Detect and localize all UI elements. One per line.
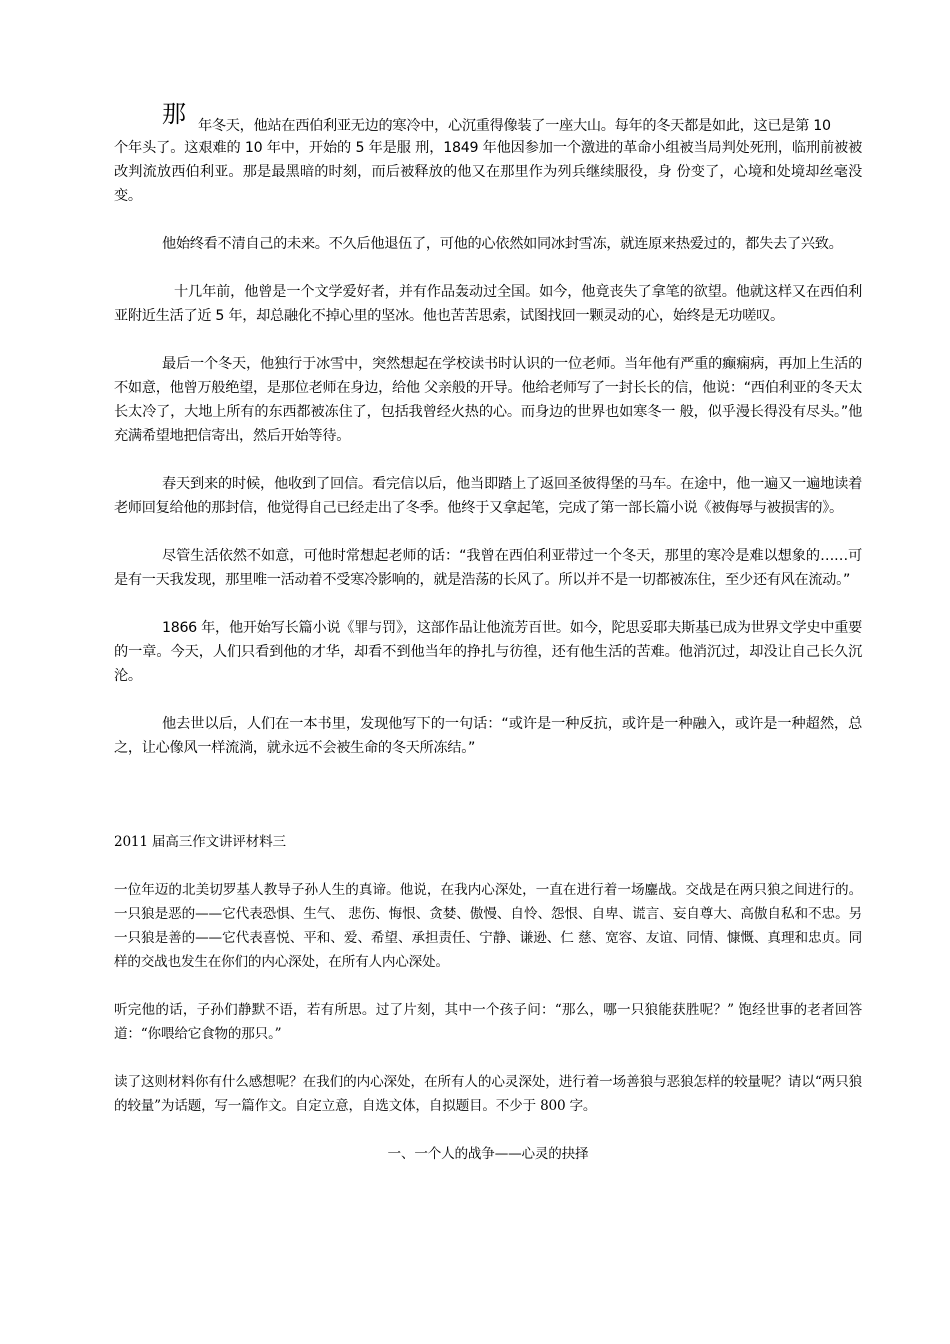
essay-section bbox=[114, 830, 862, 1190]
essay-title: 2011 届高三作文讲评材料三 bbox=[114, 834, 286, 850]
essay-paragraph: 一位年迈的北美切罗基人教导子孙人生的真谛。他说，在我内心深处，一直在进行着一场鏖战。交战是在两只狼之间进行的。一只狼是恶的——它代表恐惧、生气、 悲伤、悔恨、贪婪、傲慢、自怜、怨恨、自卑、谎言、妄自尊大、高傲自私和不忠。另一只狼是善的——它代表喜悦、平和、爱、希望、承担责任、宁静、谦逊、仁 慈、宽容、友谊、同情、慷慨、真理和忠贞。同样的交战也发生在你们的内心深处，在所有人内心深处。 bbox=[114, 882, 862, 970]
story-paragraph: 最后一个冬天，他独行于冰雪中，突然想起在学校读书时认识的一位老师。当年他有严重的癫痫病，再加上生活的不如意，他曾万般绝望，是那位老师在身边，给他 父亲般的开导。他给老师写了一封长长的信，他说：“西伯利亚的冬天太长太冷了，大地上所有的东西都被冻住了，包括我曾经火热的心。而身边的世界也如寒冬一 般，似乎漫长得没有尽头。”他充满希望地把信寄出，然后开始等待。 bbox=[114, 356, 862, 444]
story-paragraph: 十几年前，他曾是一个文学爱好者，并有作品轰动过全国。如今，他竟丧失了拿笔的欲望。他就这样又在西伯利亚附近生活了近 5 年，却总融化不掉心里的坚冰。他也苦苦思索，试图找回一颗灵动的心，始终是无功嗟叹。 bbox=[114, 284, 862, 324]
first-paragraph-continuation: 个年头了。这艰难的 10 年中，开始的 5 年是服 刑，1849 年他因参加一个激进的革命小组被当局判处死刑，临刑前被被改判流放西伯利亚。那是最黑暗的时刻，而后被释放的他又在那里作为列兵继续服役，身 份变了，心境和处境却丝毫没变。 bbox=[114, 140, 862, 204]
story-paragraph: 1866 年，他开始写长篇小说《罪与罚》，这部作品让他流芳百世。如今，陀思妥耶夫斯基已成为世界文学史中重要的一章。今天，人们只看到他的才华，却看不到他当年的挣扎与彷徨，还有他生活的苦难。他消沉过，却没让自己长久沉沦。 bbox=[114, 620, 862, 684]
story-section bbox=[114, 100, 862, 784]
essay-paragraph: 读了这则材料你有什么感想呢？在我们的内心深处，在所有人的心灵深处，进行着一场善狼与恶狼怎样的较量呢？请以“两只狼的较量”为话题，写一篇作文。自定立意，自选文体，自拟题目。不少于 800 字。 bbox=[114, 1074, 862, 1114]
first-line bbox=[114, 100, 862, 134]
story-paragraph: 春天到来的时候，他收到了回信。看完信以后，他当即踏上了返回圣彼得堡的马车。在途中，他一遍又一遍地读着老师回复给他的那封信，他觉得自己已经走出了冬季。他终于又拿起笔，完成了第一部长篇小说《被侮辱与被损害的》。 bbox=[114, 476, 862, 516]
first-line-text: 年冬天，他站在西伯利亚无边的寒冷中，心沉重得像装了一座大山。每年的冬天都是如此，这已是第 10 bbox=[198, 118, 831, 134]
story-paragraph: 他去世以后，人们在一本书里，发现他写下的一句话：“或许是一种反抗，或许是一种融入，或许是一种超然，总之，让心像风一样流淌，就永远不会被生命的冬天所冻结。” bbox=[114, 716, 862, 756]
drop-cap: 那 bbox=[162, 100, 186, 128]
story-paragraph: 尽管生活依然不如意，可他时常想起老师的话：“我曾在西伯利亚带过一个冬天，那里的寒冷是难以想象的……可是有一天我发现，那里唯一活动着不受寒冷影响的，就是浩荡的长风了。所以并不是一切都被冻住，至少还有风在流动。” bbox=[114, 548, 862, 588]
essay-paragraph: 听完他的话，子孙们静默不语，若有所思。过了片刻，其中一个孩子问：“那么，哪一只狼能获胜呢？” 饱经世事的老者回答道：“你喂给它食物的那只。” bbox=[114, 1002, 862, 1042]
section-heading: 一、一个人的战争——心灵的抉择 bbox=[387, 1146, 589, 1162]
story-paragraph: 他始终看不清自己的未来。不久后他退伍了，可他的心依然如同冰封雪冻，就连原来热爱过的，都失去了兴致。 bbox=[162, 236, 843, 252]
